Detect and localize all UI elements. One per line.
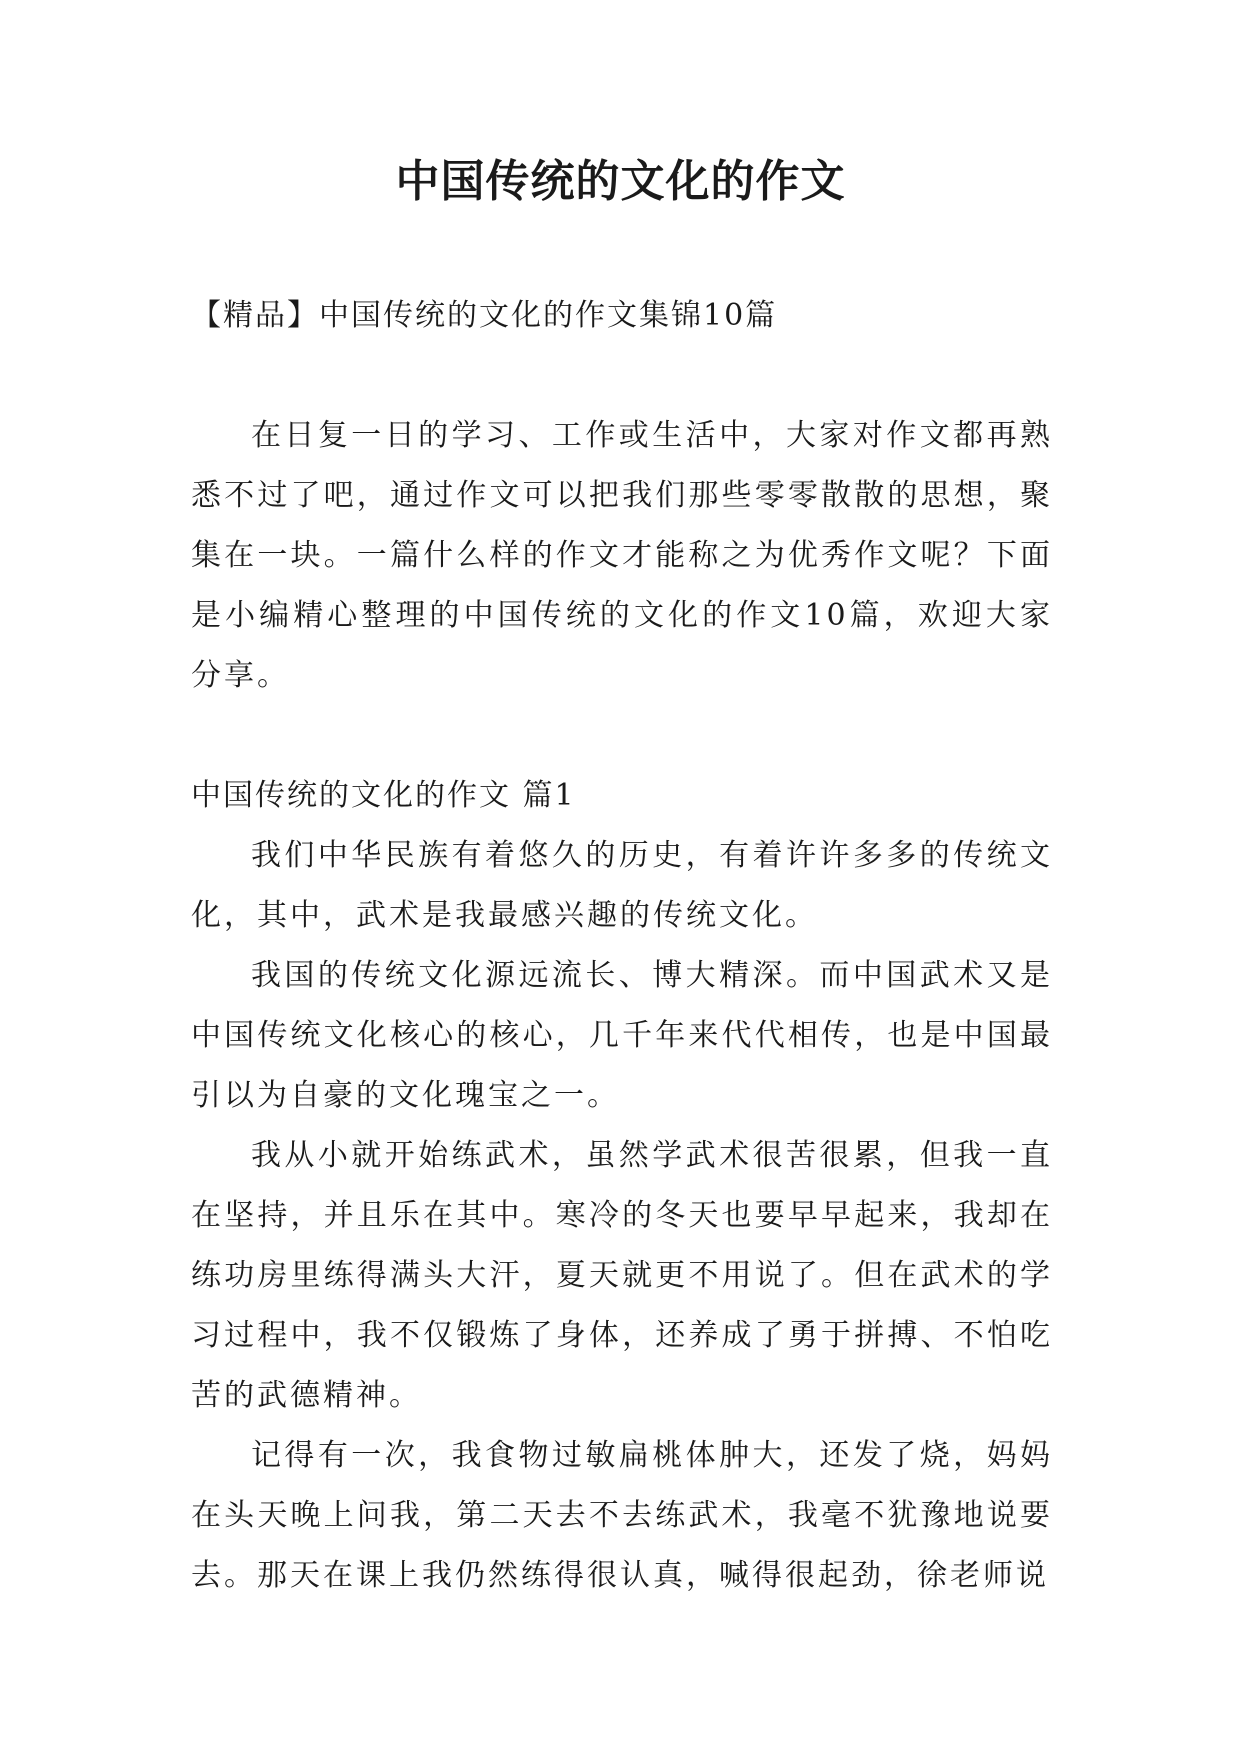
- page-title: 中国传统的文化的作文: [395, 156, 846, 207]
- body-paragraph: 记得有一次，我食物过敏扁桃体肿大，还发了烧，妈妈在头天晚上问我，第二天去不去练武术，我毫不犹豫地说要去。那天在课上我仍然练得很认真，喊得很起劲，徐老师说: [191, 1438, 1053, 1593]
- section-heading: 中国传统的文化的作文 篇1: [191, 778, 576, 813]
- body-paragraph: 我们中华民族有着悠久的历史，有着许许多多的传统文化，其中，武术是我最感兴趣的传统文化。: [191, 838, 1053, 933]
- document-subtitle: 【精品】中国传统的文化的作文集锦10篇: [191, 298, 778, 333]
- intro-paragraph: 在日复一日的学习、工作或生活中，大家对作文都再熟悉不过了吧，通过作文可以把我们那些零零散散的思想，聚集在一块。一篇什么样的作文才能称之为优秀作文呢？下面是小编精心整理的中国传统的文化的作文10篇，欢迎大家分享。: [191, 418, 1053, 693]
- document-body: [191, 286, 1053, 1606]
- body-paragraph: 我国的传统文化源远流长、博大精深。而中国武术又是中国传统文化核心的核心，几千年来代代相传，也是中国最引以为自豪的文化瑰宝之一。: [191, 958, 1053, 1113]
- spacer: [191, 346, 1053, 406]
- spacer: [191, 706, 1053, 766]
- body-paragraph: 我从小就开始练武术，虽然学武术很苦很累，但我一直在坚持，并且乐在其中。寒冷的冬天也要早早起来，我却在练功房里练得满头大汗，夏天就更不用说了。但在武术的学习过程中，我不仅锻炼了身体，还养成了勇于拼搏、不怕吃苦的武德精神。: [191, 1138, 1053, 1413]
